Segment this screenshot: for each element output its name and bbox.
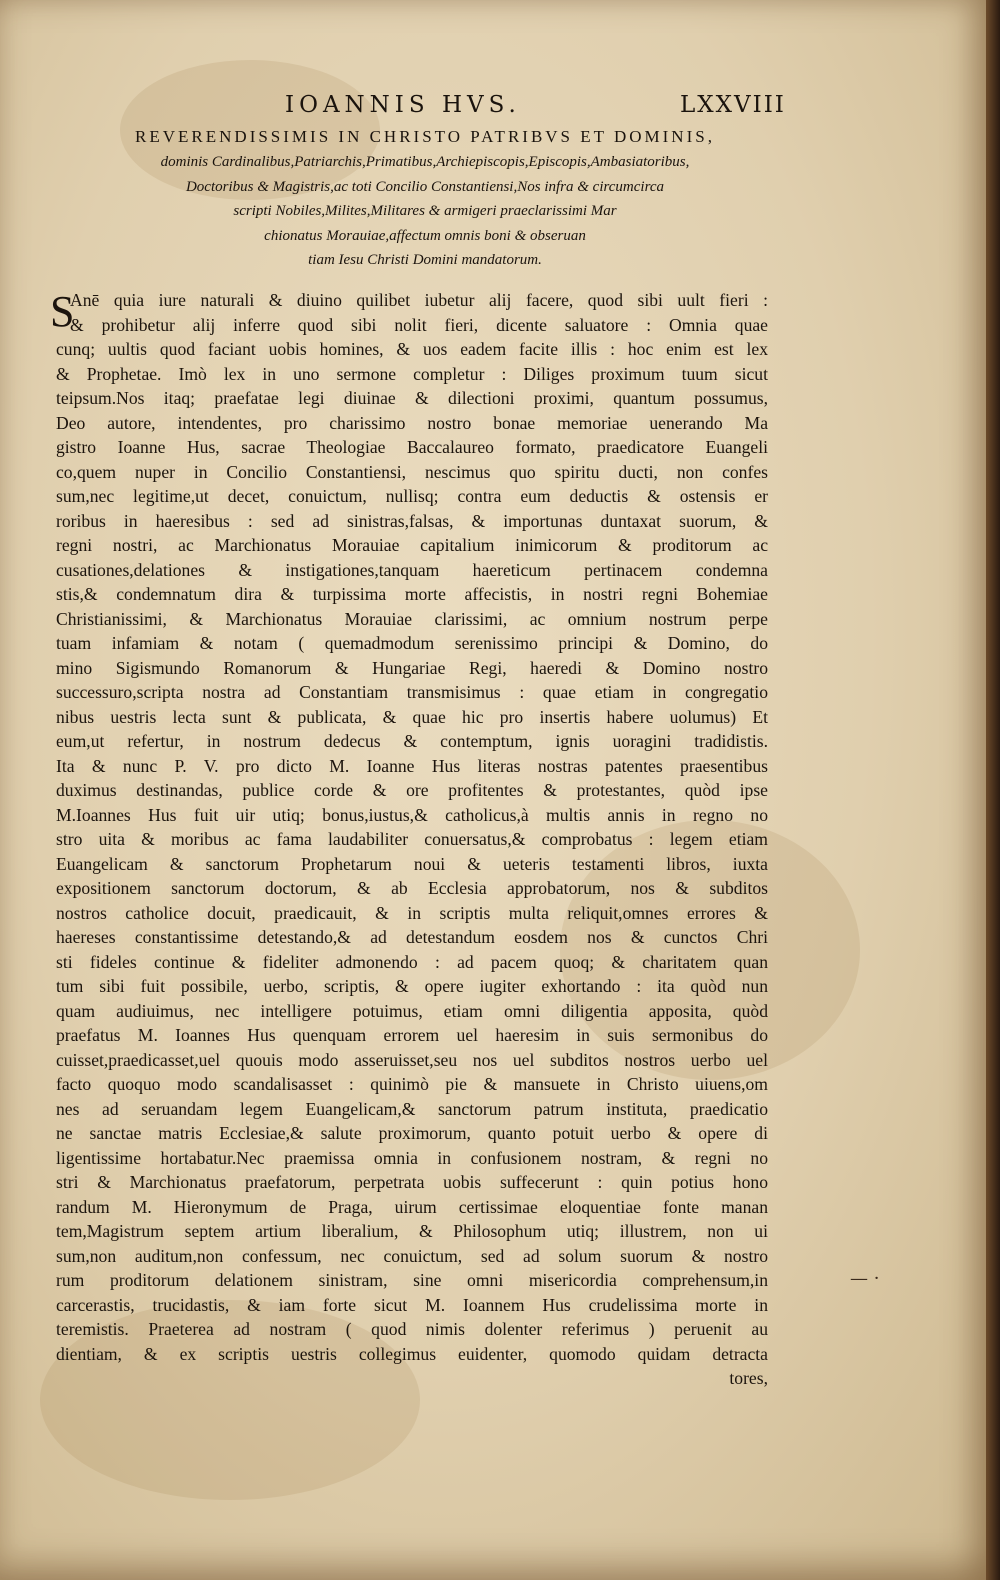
text-line: praefatus M. Ioannes Hus quenquam errorem uel haeresim in suis sermonibus do xyxy=(56,1025,768,1045)
catchword: tores, xyxy=(729,1368,768,1388)
text-line: quam audiuimus, nec intelligere potuimus, etiam omni diligentia apposita, quòd xyxy=(56,1000,768,1021)
text-line: carcerastis, trucidastis, & iam forte sicut M. Ioannem Hus crudelissima morte in xyxy=(56,1294,768,1315)
text-line: regni nostri, ac Marchionatus Morauiae capitalium inimicorum & proditorum ac xyxy=(56,535,768,555)
text-line: roribus in haeresibus : sed ad sinistras,falsas, & importunas duntaxat suorum, & xyxy=(56,510,768,531)
text-line: stis,& condemnatum dira & turpissima morte affecistis, in nostri regni Bohemiae xyxy=(56,584,768,604)
text-line: nes ad seruandam legem Euangelicam,& sanctorum patrum instituta, praedicatio xyxy=(56,1098,768,1119)
drop-initial: S xyxy=(50,287,75,336)
address-line: tiam Iesu Christi Domini mandatorum. xyxy=(308,252,542,268)
text-line: sti fideles continue & fideliter admonendo : ad pacem quoq; & charitatem quan xyxy=(56,951,768,972)
text-line: facto quoquo modo scandalisasset : quinimò pie & mansuete in Christo uiuens,om xyxy=(56,1074,768,1094)
address-line: Doctoribus & Magistris,ac toti Concilio Constantiensi,Nos infra & circumcirca xyxy=(185,178,665,195)
text-line: tuam infamiam & notam ( quemadmodum serenissimo principi & Domino, do xyxy=(56,633,768,653)
text-line: cunq; uultis quod faciant uobis homines, & uos eadem facite illis : hoc enim est lex xyxy=(56,339,768,359)
text-line: ligentissime hortabatur.Nec praemissa omnia in confusionem nostram, & regni no xyxy=(56,1147,768,1168)
text-line: & Prophetae. Imò lex in uno sermone completur : Diliges proximum tuum sicut xyxy=(56,363,768,384)
text-line: teremistis. Praeterea ad nostram ( quod nimis dolenter referimus ) peruenit au xyxy=(56,1319,768,1339)
text-line: randum M. Hieronymum de Praga, uirum certissimae eloquentiae fonte manan xyxy=(56,1196,768,1217)
text-line: tum sibi fuit possibile, uerbo, scriptis, & opere iugiter exhortando : ita quòd nun xyxy=(56,976,768,996)
text-line: cusationes,delationes & instigationes,tanquam haereticum pertinacem condemna xyxy=(56,559,768,580)
text-line: sum,nec legitime,ut decet, conuictum, nullisq; contra eum deductis & ostensis er xyxy=(56,486,768,506)
margin-mark: — · xyxy=(850,1268,880,1289)
text-line: Anē quia iure naturali & diuino quilibet iubetur alij facere, quod sibi uult fieri : xyxy=(70,290,768,310)
text-line: sum,non auditum,non confessum, nec conuictum, sed ad solum suorum & nostro xyxy=(56,1245,768,1266)
text-line: Euangelicam & sanctorum Prophetarum noui & ueteris testamenti libros, iuxta xyxy=(56,853,768,874)
body-text xyxy=(56,288,768,1391)
text-line: dientiam, & ex scriptis uestris collegimus euidenter, quomodo quidam detracta xyxy=(56,1343,768,1364)
text-line: expositionem sanctorum doctorum, & ab Ecclesia approbatorum, nos & subditos xyxy=(56,878,768,898)
text-line: co,quem nuper in Concilio Constantiensi, nescimus quo spiritu ducti, non confes xyxy=(56,461,768,482)
text-line: ne sanctae matris Ecclesiae,& salute proximorum, quanto potuit uerbo & opere di xyxy=(56,1123,768,1143)
running-head-title: IOANNIS HVS. xyxy=(285,92,521,118)
address-line: scripti Nobiles,Milites,Militares & armigeri praeclarissimi Mar xyxy=(233,203,617,219)
text-line: teipsum.Nos itaq; praefatae legi diuinae & dilectioni proximi, quantum possumus, xyxy=(56,388,768,408)
text-line: successuro,scripta nostra ad Constantiam transmisimus : quae etiam in congregatio xyxy=(56,682,768,702)
text-line: gistro Ioanne Hus, sacrae Theologiae Baccalaureo formato, praedicatore Euangeli xyxy=(56,437,768,457)
page-edge xyxy=(986,0,1000,1580)
text-line: stro uita & moribus ac fama laudabiliter conuersatus,& comprobatus : legem etiam xyxy=(56,829,768,849)
text-line: eum,ut refertur, in nostrum dedecus & contemptum, ignis uoragini tradidistis. xyxy=(56,731,768,751)
running-head xyxy=(0,92,990,122)
text-line: mino Sigismundo Romanorum & Hungariae Regi, haeredi & Domino nostro xyxy=(56,657,768,678)
text-line: Deo autore, intendentes, pro charissimo nostro bonae memoriae uenerando Ma xyxy=(56,412,768,433)
address-line: chionatus Morauiae,affectum omnis boni & obseruan xyxy=(264,227,586,244)
address-caps-line: REVERENDISSIMIS IN CHRISTO PATRIBVS ET DOMINIS, xyxy=(135,127,715,146)
text-line: M.Ioannes Hus fuit uir utiq; bonus,iustus,& catholicus,à multis annis in regno no xyxy=(56,804,768,825)
text-line: nostros catholice docuit, praedicauit, & in scriptis multa reliquit,omnes errores & xyxy=(56,902,768,923)
text-line: stri & Marchionatus praefatorum, perpetrata uobis suffecerunt : quin potius hono xyxy=(56,1172,768,1192)
text-line: nibus uestris lecta sunt & publicata, & quae hic pro insertis habere uolumus) Et xyxy=(56,706,768,727)
text-line: haereses constantissime detestando,& ad detestandum eosdem nos & cunctos Chri xyxy=(56,927,768,947)
text-line: tem,Magistrum septem artium liberalium, & Philosophum utiq; illustrem, non ui xyxy=(56,1221,768,1241)
text-line: Christianissimi, & Marchionatus Morauiae clarissimi, ac omnium nostrum perpe xyxy=(56,608,768,629)
text-line: duximus destinandas, publice corde & ore profitentes & protestantes, quòd ipse xyxy=(56,780,768,800)
address-heading xyxy=(60,124,790,273)
text-line: rum proditorum delationem sinistram, sine omni misericordia comprehensum,in xyxy=(56,1270,768,1290)
address-line: dominis Cardinalibus,Patriarchis,Primatibus,Archiepiscopis,Episcopis,Ambasiatoribus, xyxy=(160,154,690,170)
folio-number: LXXVIII xyxy=(680,92,786,118)
text-line: & prohibetur alij inferre quod sibi nolit fieri, dicente saluatore : Omnia quae xyxy=(70,314,768,335)
text-line: cuisset,praedicasset,uel quouis modo asseruisset,seu nos uel subditos nostros uerbo uel xyxy=(56,1049,768,1070)
text-line: Ita & nunc P. V. pro dicto M. Ioanne Hus literas nostras patentes praesentibus xyxy=(56,755,768,776)
